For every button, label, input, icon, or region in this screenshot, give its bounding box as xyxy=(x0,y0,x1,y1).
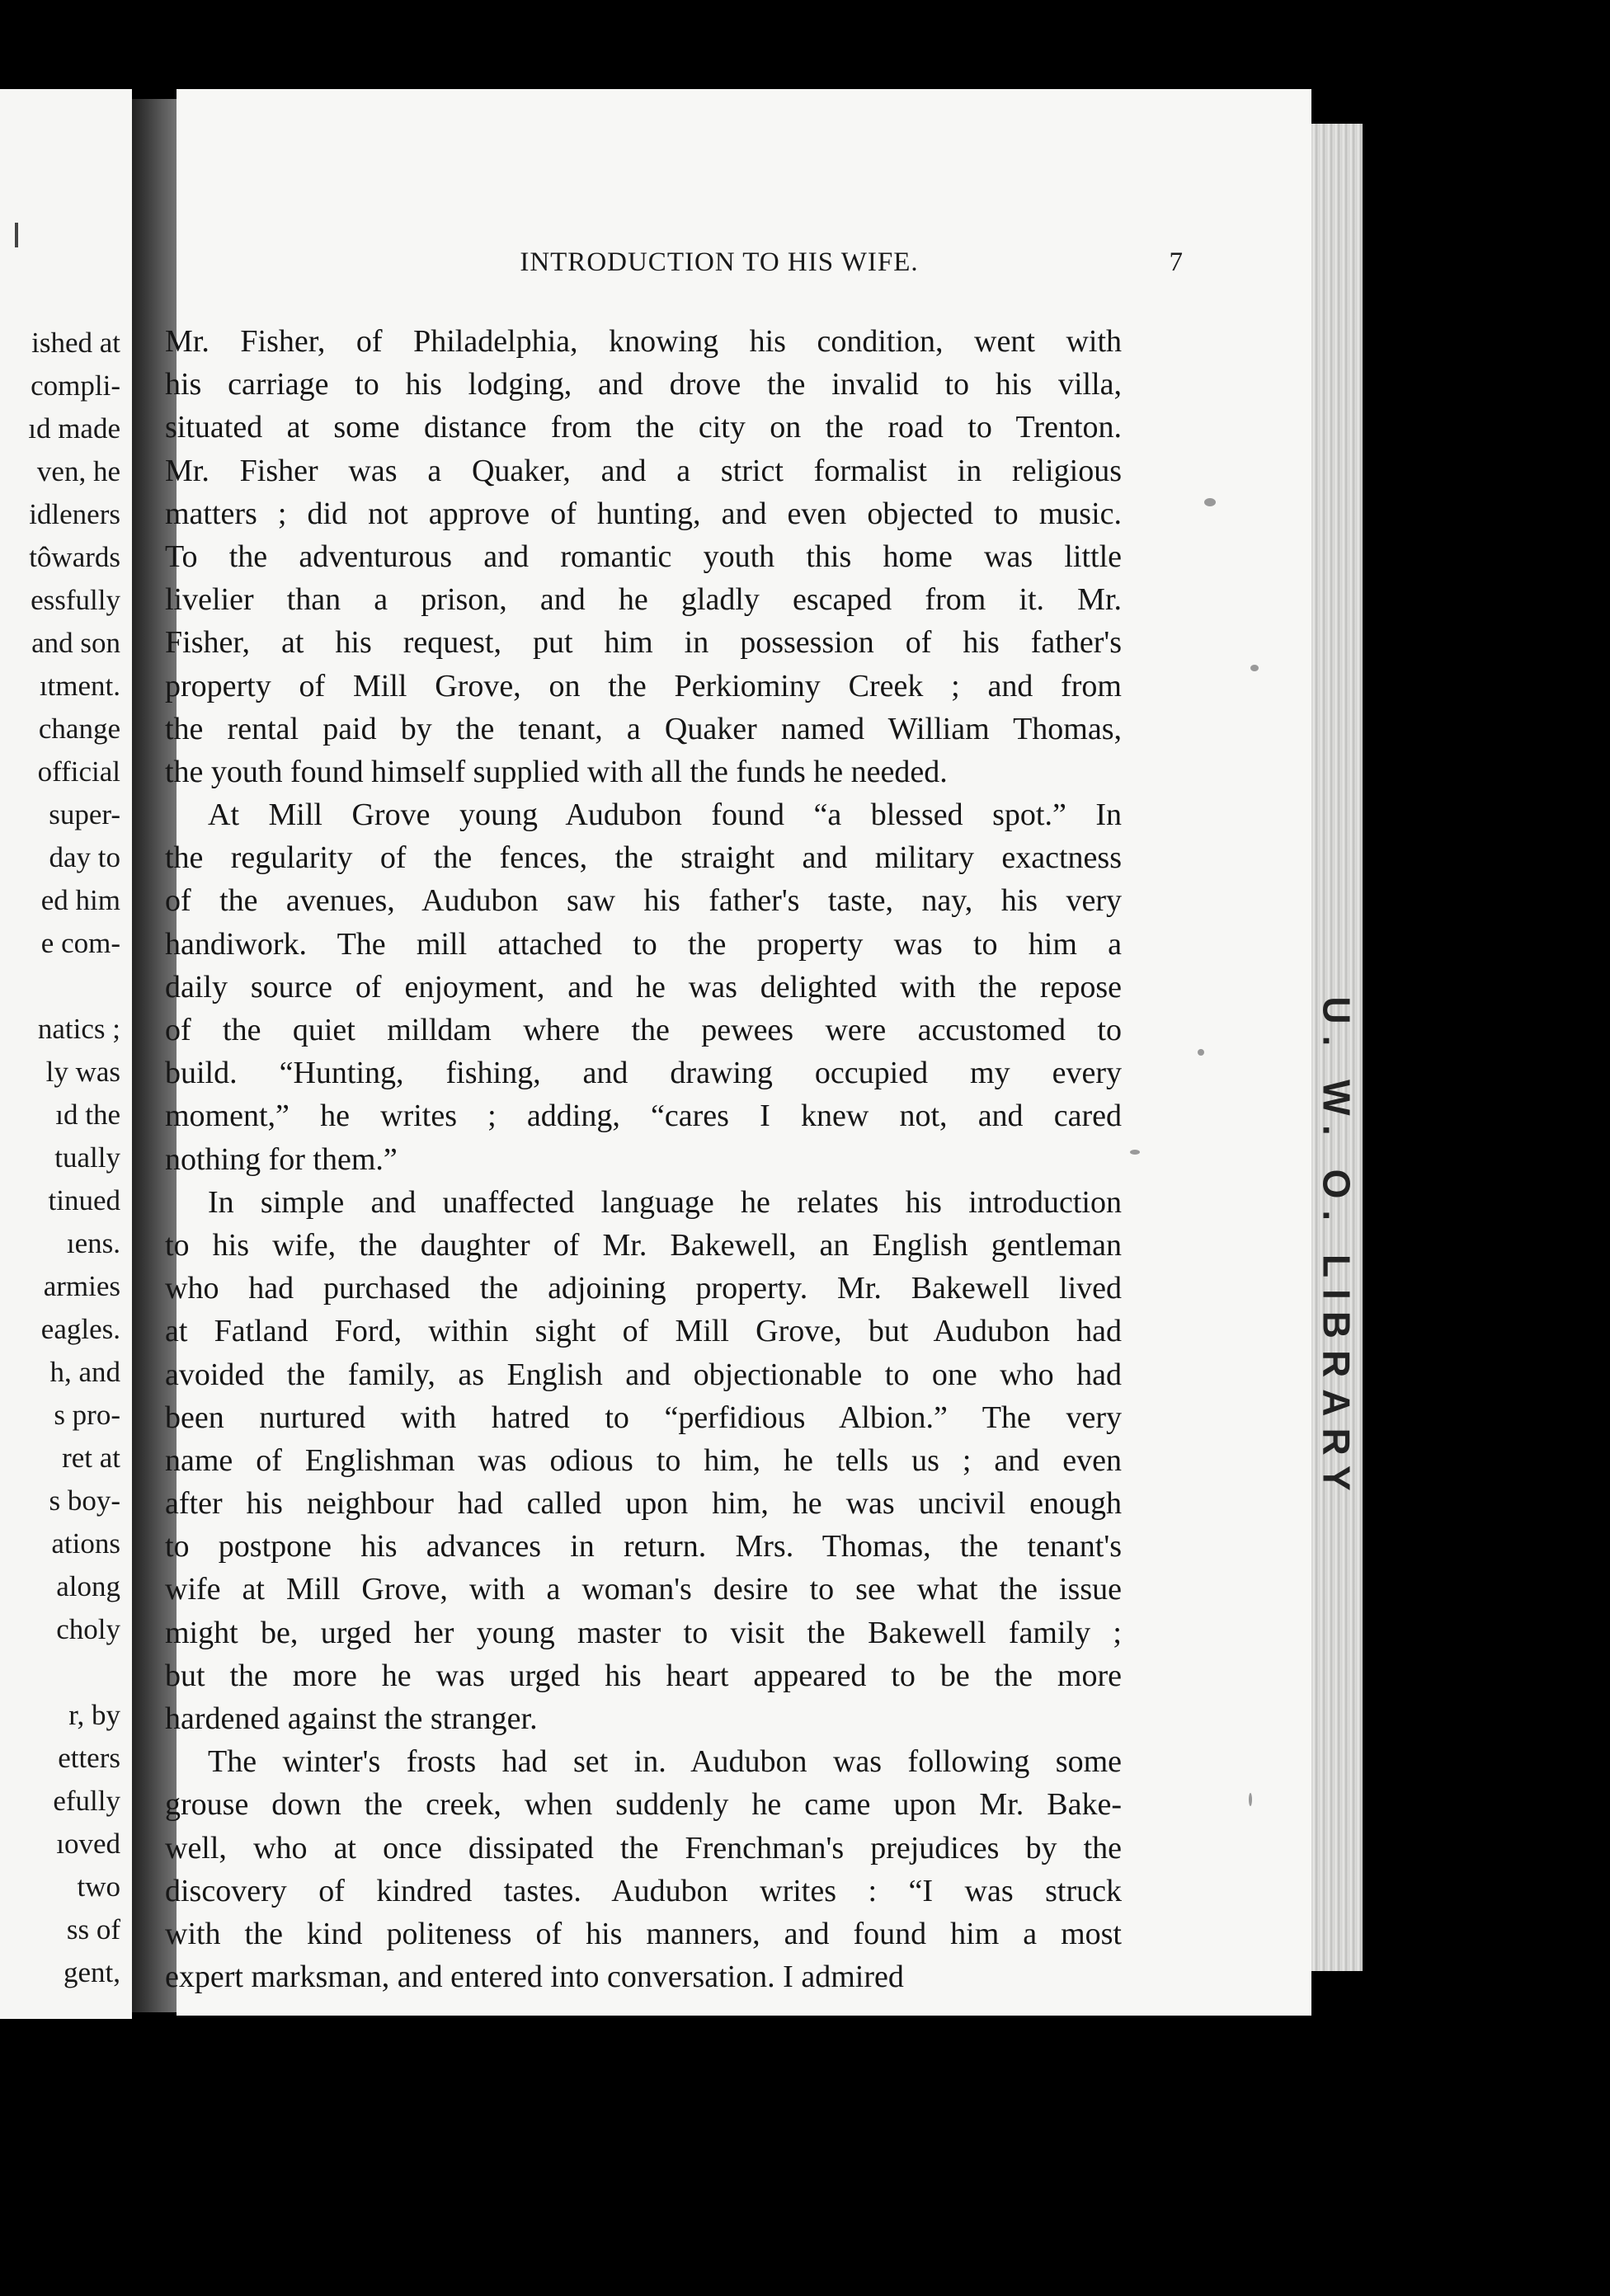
text-line: The winter's frosts had set in. Audubon was following some xyxy=(208,1744,1122,1780)
left-page-line: super- xyxy=(49,798,120,830)
text-line: build. “Hunting, fishing, and drawing occupied my every xyxy=(165,1056,1122,1091)
text-line: but the more he was urged his heart appeared to be the more xyxy=(165,1658,1122,1693)
running-head: INTRODUCTION TO HIS WIFE. xyxy=(520,247,919,277)
left-page-line: efully xyxy=(53,1785,120,1817)
left-page-line: tually xyxy=(54,1141,120,1174)
text-line: of the avenues, Audubon saw his father's taste, nay, his very xyxy=(165,883,1122,919)
left-page-line: idleners xyxy=(29,498,120,530)
text-line: handiwork. The mill attached to the property was to him a xyxy=(165,926,1122,962)
text-line: Mr. Fisher, of Philadelphia, knowing his condition, went with xyxy=(165,324,1122,359)
left-page-line: tinued xyxy=(48,1184,120,1216)
left-page-line: s boy- xyxy=(49,1484,120,1517)
left-page-line: ıd made xyxy=(28,412,120,445)
library-stamp xyxy=(1310,932,1364,1567)
text-line: to postpone his advances in return. Mrs. Thomas, the tenant's xyxy=(165,1529,1122,1564)
left-page-line xyxy=(0,1651,120,1694)
left-page-line: ed him xyxy=(40,884,120,916)
left-page-line: day to xyxy=(49,841,120,873)
scan-speck xyxy=(1204,498,1216,506)
left-page-line: tôwards xyxy=(29,541,120,573)
left-page-line: ss of xyxy=(66,1913,120,1945)
text-line: his carriage to his lodging, and drove the invalid to his villa, xyxy=(165,367,1122,402)
text-line: of the quiet milldam where the pewees were accustomed to xyxy=(165,1013,1122,1047)
paragraph xyxy=(165,320,1122,793)
left-page-line: ven, he xyxy=(36,455,120,487)
text-line: the youth found himself supplied with all the funds he needed. xyxy=(165,754,948,789)
left-page-line: r, by xyxy=(68,1699,120,1731)
scan-speck xyxy=(1198,1049,1204,1056)
text-line: wife at Mill Grove, with a woman's desire to see what the issue xyxy=(165,1572,1122,1607)
left-page-line: ations xyxy=(51,1527,120,1560)
left-page-line: ret at xyxy=(62,1442,120,1474)
text-line: matters ; did not approve of hunting, and even objected to music. xyxy=(165,496,1122,531)
text-line: well, who at once dissipated the Frenchman's prejudices by the xyxy=(165,1830,1122,1866)
left-page-line: natics ; xyxy=(37,1013,120,1045)
left-page-line: compli- xyxy=(31,369,120,402)
left-page-line: armies xyxy=(43,1270,120,1302)
text-line: nothing for them.” xyxy=(165,1141,398,1177)
left-page-line: h, and xyxy=(49,1356,120,1388)
paragraph xyxy=(165,793,1122,1181)
left-page-line: choly xyxy=(56,1613,120,1645)
text-line: Fisher, at his request, put him in possession of his father's xyxy=(165,625,1122,661)
text-line: who had purchased the adjoining property. Mr. Bakewell lived xyxy=(165,1271,1122,1306)
text-line: To the adventurous and romantic youth this home was little xyxy=(165,539,1122,574)
left-page-line: official xyxy=(37,755,120,788)
text-line: avoided the family, as English and objectionable to one who had xyxy=(165,1357,1122,1392)
text-line: might be, urged her young master to visit the Bakewell family ; xyxy=(165,1615,1122,1650)
text-line: At Mill Grove young Audubon found “a blessed spot.” In xyxy=(208,797,1122,833)
text-line: hardened against the stranger. xyxy=(165,1701,538,1736)
left-page-line: s pro- xyxy=(54,1399,120,1431)
text-line: situated at some distance from the city on the road to Trenton. xyxy=(165,410,1122,445)
page-number: 7 xyxy=(1169,247,1183,277)
text-line: daily source of enjoyment, and he was delighted with the repose xyxy=(165,969,1122,1004)
left-page-line: essfully xyxy=(31,584,120,616)
text-line: property of Mill Grove, on the Perkiominy Creek ; and from xyxy=(165,668,1122,703)
paragraph xyxy=(165,1181,1122,1740)
left-page-line: two xyxy=(77,1870,120,1903)
left-page-line: along xyxy=(56,1570,120,1602)
scan-speck xyxy=(1130,1150,1140,1155)
left-page-line: e com- xyxy=(40,927,120,959)
left-page-line xyxy=(0,965,120,1008)
left-page-mark xyxy=(15,223,18,247)
text-line: the rental paid by the tenant, a Quaker named William Thomas, xyxy=(165,711,1122,746)
page-header xyxy=(177,247,1199,290)
text-line: the regularity of the fences, the straight and military exactness xyxy=(165,840,1122,876)
left-page-line: ıtment. xyxy=(39,670,120,702)
left-page-line: ished at xyxy=(31,327,120,359)
left-page-line: ıens. xyxy=(66,1227,120,1259)
left-page-line: etters xyxy=(58,1742,120,1774)
text-line: been nurtured with hatred to “perfidious Albion.” The very xyxy=(165,1400,1122,1435)
left-page-text xyxy=(0,322,120,1994)
left-page-line: ıd the xyxy=(55,1099,120,1131)
left-page-line: and son xyxy=(31,627,120,659)
text-line: grouse down the creek, when suddenly he came upon Mr. Bake- xyxy=(165,1787,1122,1823)
text-line: In simple and unaffected language he relates his introduction xyxy=(208,1184,1122,1220)
text-line: discovery of kindred tastes. Audubon writes : “I was struck xyxy=(165,1873,1122,1908)
scan-speck xyxy=(1249,1793,1252,1806)
library-stamp-text: U. W. O. LIBRARY xyxy=(1316,996,1359,1503)
text-line: livelier than a prison, and he gladly escaped from it. Mr. xyxy=(165,582,1122,618)
text-line: expert marksman, and entered into conversation. I admired xyxy=(165,1960,904,1995)
body-text xyxy=(165,320,1122,1998)
left-page-line: ıoved xyxy=(56,1828,120,1860)
left-page-line: eagles. xyxy=(40,1313,120,1345)
text-line: name of Englishman was odious to him, he tells us ; and even xyxy=(165,1442,1122,1478)
text-line: after his neighbour had called upon him, he was uncivil enough xyxy=(165,1486,1122,1522)
left-page-line: ly was xyxy=(45,1056,120,1088)
text-line: with the kind politeness of his manners, and found him a most xyxy=(165,1916,1122,1951)
text-line: to his wife, the daughter of Mr. Bakewell, an English gentleman xyxy=(165,1227,1122,1263)
text-line: moment,” he writes ; adding, “cares I knew not, and cared xyxy=(165,1099,1122,1134)
left-page-line: gent, xyxy=(63,1956,120,1988)
paragraph xyxy=(165,1740,1122,1998)
scan-speck xyxy=(1250,665,1259,671)
text-line: at Fatland Ford, within sight of Mill Grove, but Audubon had xyxy=(165,1314,1122,1349)
left-page-line: change xyxy=(38,713,120,745)
text-line: Mr. Fisher was a Quaker, and a strict formalist in religious xyxy=(165,453,1122,488)
